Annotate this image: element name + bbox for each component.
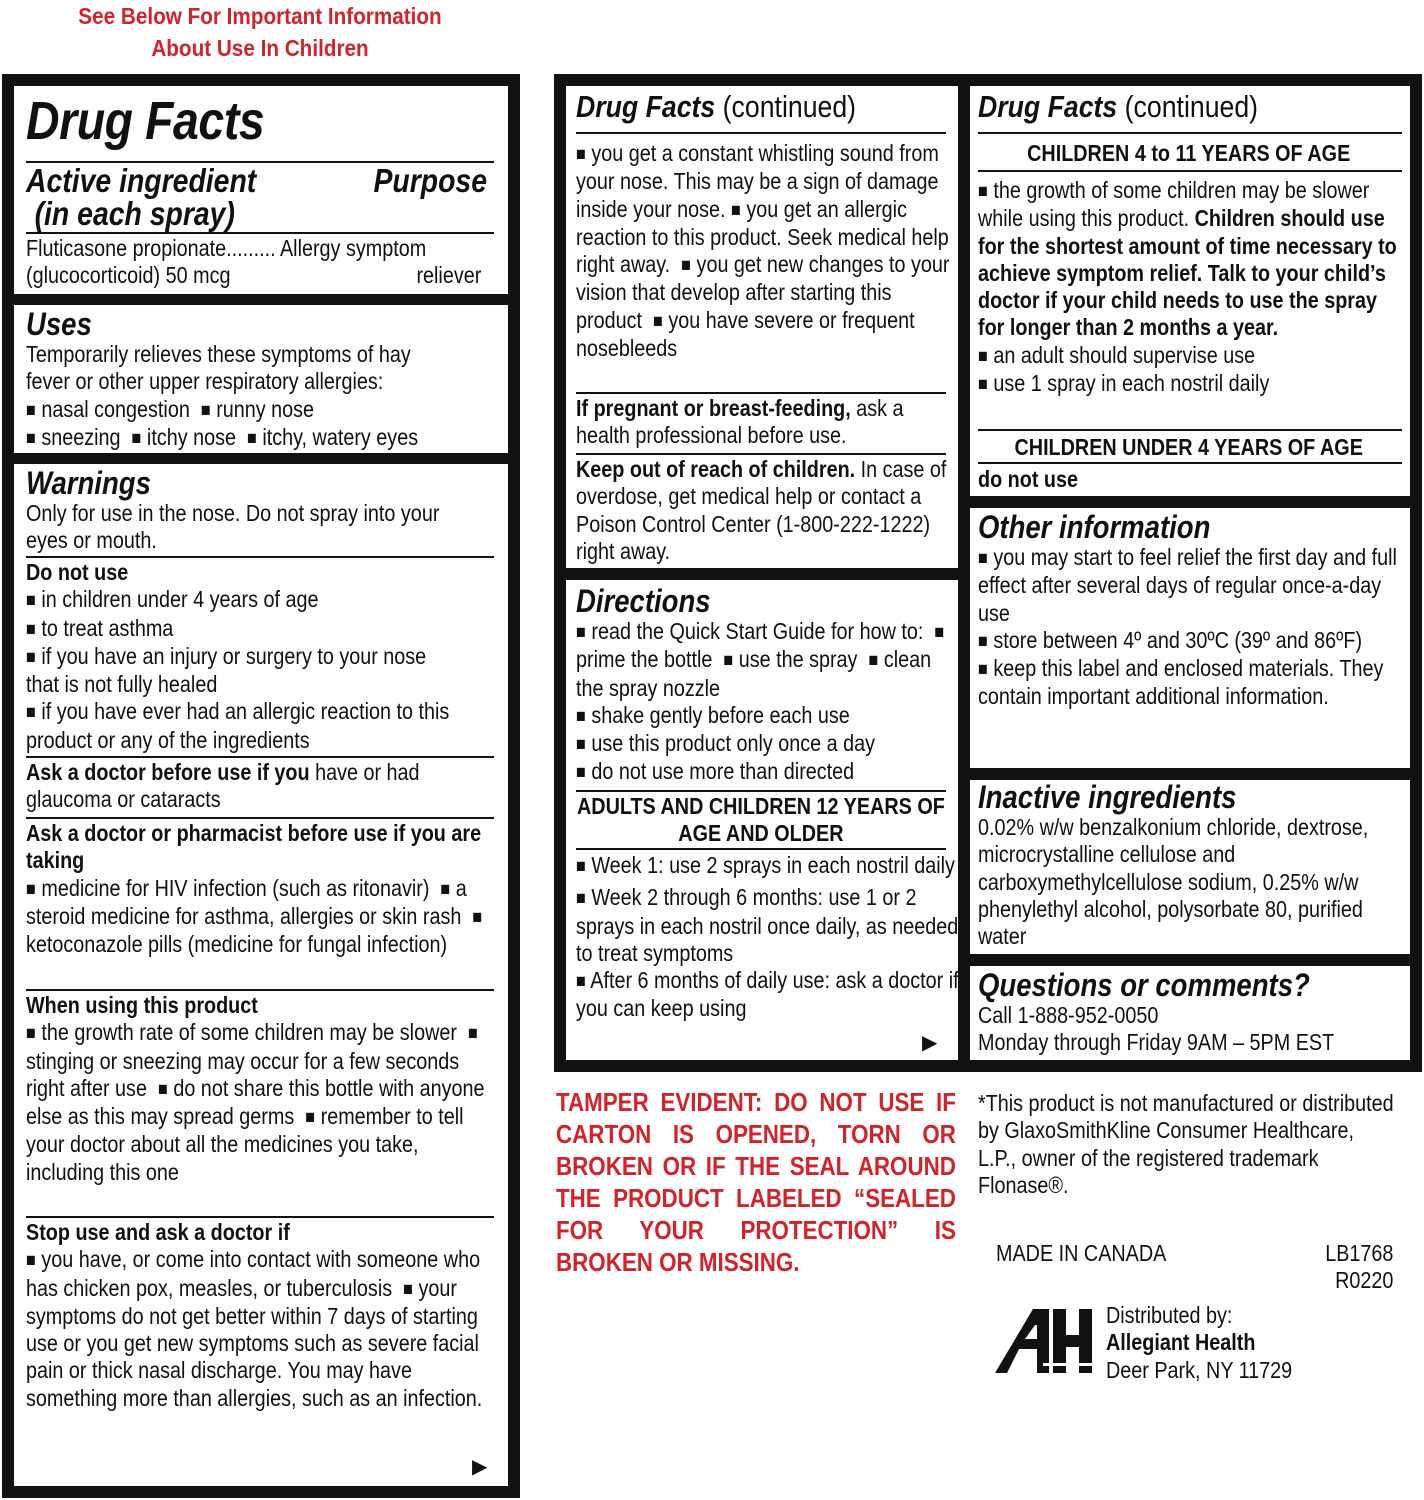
adults-header: ADULTS AND CHILDREN 12 YEARS OF AGE AND OLDER (576, 793, 945, 847)
children-header: CHILDREN 4 to 11 YEARS OF AGE (1027, 140, 1351, 166)
stop-use-item: you have, or come into contact with someone who has chicken pox, measles, or tuberculosis (26, 1246, 481, 1301)
distributor-label: Distributed by: (1106, 1302, 1233, 1328)
questions-title: Questions or comments? (978, 967, 1310, 1003)
tamper-evident-warning (556, 1086, 956, 1278)
continued-item: you get a constant whistling sound from your nose. This may be a sign of damage inside your nose. (576, 140, 939, 222)
stop-use-item: your symptoms do not get better within 7 days of starting use or you get new symptoms such as severe facial pain or thick nasal discharge. You may have something more than allergies, such as an infection. (26, 1274, 483, 1411)
disclaimer (978, 1090, 1395, 1199)
warnings-text: Only for use in the nose. Do not spray into your eyes or mouth. (26, 500, 440, 554)
do-not-use-item: in children under 4 years of age (41, 586, 319, 613)
when-using-item: the growth rate of some children may be slower (41, 1019, 457, 1046)
ingredient-line-2: (glucocorticoid) 50 mcg (26, 262, 231, 289)
continued-item: you get an allergic reaction to this product. Seek medical help right away. (576, 195, 949, 278)
adults-item: After 6 months of daily use: ask a doctor if you can keep using (576, 967, 959, 1022)
directions-item: use this product only once a day (591, 730, 876, 757)
continued-title: Drug Facts (576, 89, 716, 124)
purpose-header: Purpose (373, 162, 488, 199)
under4-header: CHILDREN UNDER 4 YEARS OF AGE (1014, 434, 1363, 460)
continued-suffix-3: (continued) (1124, 89, 1259, 124)
ingredient-purpose: reliever (416, 262, 482, 289)
allegiant-health-logo-icon (995, 1305, 1095, 1375)
questions-box (970, 966, 1410, 1060)
ask-pharmacist-item: medicine for HIV infection (such as ritonavir) (41, 874, 430, 901)
lot-code: LB1768 (1325, 1240, 1394, 1266)
when-using-item: do not share this bottle with anyone else as this may spread germs (26, 1074, 485, 1130)
top-note-line-2: About Use In Children (151, 35, 369, 61)
warnings-box: Warnings Only for use in the nose. Do not spray into your eyes or mouth. Do not use ■ in children under 4 years of age ■ to treat asthma ■ if you have an injury or surgery to your nose that is not fully healed ■ if you have ever had an allergic reaction to this product or any of the ingredients Ask a doctor before use if you have or had glaucoma or cataracts Ask a doctor or pharmacist before use if you are taking ■ medicine for HIV infection (such as ritonavir) ■ a steroid medicine for asthma, allergies or skin rash ■ ketoconazole pills (medicine for fungal infection) When using this product ■ the growth rate of some children may be slower ■ stinging or sneezing may occur for a few seconds right after use ■ do not share this bottle with anyone else as this may spread germs ■ remember to tell your doctor about all the medicines you take, including this one Stop use and ask a doctor if ■ you have, or come into contact with someone who has chicken pox, measles, or tuberculosis ■ your symptoms do not get better within 7 days of starting use or you get new symptoms such as severe facial pain or thick nasal discharge. You may have something more than allergies, such as an infection. ▶ (14, 464, 508, 1486)
other-item: store between 4º and 30ºC (39º and 86ºF) (993, 626, 1363, 653)
active-ingredient-box (14, 86, 508, 294)
ask-doctor-bold: Ask a doctor before use if you (26, 759, 310, 785)
stop-use-title: Stop use and ask a doctor if (26, 1219, 290, 1245)
uses-box: Uses Temporarily relieves these symptoms of hay fever or other upper respiratory allergies: ■ nasal congestion ■ runny nose ■ sneezing ■ itchy nose ■ itchy, watery eyes (14, 305, 508, 453)
do-not-use-item: to treat asthma (41, 614, 174, 641)
uses-item: itchy nose (146, 423, 236, 450)
adults-item: Week 1: use 2 sprays in each nostril daily (591, 852, 955, 878)
revision-code: R0220 (1335, 1267, 1394, 1294)
distributor-name: Allegiant Health (1106, 1329, 1256, 1356)
distributor-block (1106, 1302, 1364, 1384)
directions-box: Directions ■ read the Quick Start Guide for how to: ■ prime the bottle ■ use the spray ■ clean the spray nozzle ■ shake gently before each use ■ use this product only once a day ■ do not use more than directed ADULTS AND CHILDREN 12 YEARS OF AGE AND OLDER ■ Week 1: use 2 sprays in each nostril daily ■ Week 2 through 6 months: use 1 or 2 sprays in each nostril once daily, as needed to treat symptoms ■ After 6 months of daily use: ask a doctor if you can keep using ▶ (566, 580, 958, 1060)
pregnant-rest: ask a health professional before use. (576, 395, 904, 449)
children-item-plain: the growth of some children may be slower while using this product. (978, 177, 1370, 232)
continued-item: you have severe or frequent nosebleeds (576, 306, 915, 362)
uses-item: sneezing (41, 423, 121, 450)
children-item-bold: Children should use for the shortest amount of time necessary to achieve symptom relief. Talk to your child’s doctor if your child needs to use the spray for longer than 2 months a year. (978, 205, 1397, 341)
made-in-label: MADE IN CANADA (996, 1240, 1167, 1266)
warnings-title: Warnings (26, 465, 151, 501)
adults-item: Week 2 through 6 months: use 1 or 2 sprays in each nostril once daily, as needed to treat symptoms (576, 884, 959, 966)
directions-title: Directions (576, 583, 711, 619)
pregnant-bold: If pregnant or breast-feeding, (576, 395, 851, 421)
questions-phone: Call 1-888-952-0050 (978, 1002, 1159, 1028)
top-note-line-1: See Below For Important Information (78, 3, 442, 29)
tamper-evident-text: TAMPER EVIDENT: DO NOT USE IF CARTON IS OPENED, TORN OR BROKEN OR IF THE SEAL AROUND THE PRODUCT LABELED “SEALED FOR YOUR PROTECTION” IS BROKEN OR MISSING. (556, 1087, 956, 1277)
uses-title: Uses (26, 306, 92, 342)
inactive-ingredients-text: 0.02% w/w benzalkonium chloride, dextrose, microcrystalline cellulose and carboxymethylcellulose sodium, 0.25% w/w phenylethyl alcohol, polysorbate 80, purified water (978, 814, 1369, 950)
when-using-item: remember to tell your doctor about all the medicines you take, including this one (26, 1103, 464, 1185)
top-note (62, 0, 458, 64)
directions-inline-item: prime the bottle (576, 646, 713, 673)
uses-item: runny nose (216, 395, 315, 422)
keep-out-bold: Keep out of reach of children. (576, 456, 856, 482)
keep-out-rest: In case of overdose, get medical help or contact a Poison Control Center (1-800-222-1222) right away. (576, 456, 947, 564)
children-item: an adult should supervise use (993, 341, 1256, 368)
continued-item: you get new changes to your vision that develop after starting this product (576, 251, 950, 333)
ask-pharmacist-title: Ask a doctor or pharmacist before use if you are taking (26, 820, 482, 874)
ask-pharmacist-item: ketoconazole pills (medicine for fungal infection) (26, 931, 448, 958)
do-not-use-item: if you have an injury or surgery to your nose that is not fully healed (26, 642, 427, 698)
continue-arrow-icon: ▶ (472, 1456, 488, 1478)
distributor-address: Deer Park, NY 11729 (1106, 1356, 1293, 1383)
continued-suffix: (continued) (722, 89, 857, 124)
disclaimer-text: *This product is not manufactured or distributed by GlaxoSmithKline Consumer Healthcare, L.P., owner of the registered trademark Flonase®. (978, 1090, 1394, 1198)
directions-lead: read the Quick Start Guide for how to: (591, 618, 924, 644)
when-using-item: stinging or sneezing may occur for a few seconds right after use (26, 1047, 460, 1101)
other-item: you may start to feel relief the first day and full effect after several days of regular once-a-day use (978, 544, 1397, 626)
other-item: keep this label and enclosed materials. They contain important additional information. (978, 655, 1384, 710)
active-ingredient-sub: (in each spray) (34, 195, 235, 232)
active-ingredient-header: Active ingredient (26, 162, 257, 199)
directions-item: shake gently before each use (591, 701, 850, 728)
inactive-ingredients-box (970, 780, 1410, 954)
continued-title-3: Drug Facts (978, 89, 1118, 124)
uses-text: Temporarily relieves these symptoms of hay fever or other upper respiratory allergies: (26, 341, 411, 395)
questions-hours: Monday through Friday 9AM – 5PM EST (978, 1029, 1335, 1056)
ask-doctor-rest: have or had glaucoma or cataracts (26, 759, 420, 813)
children-box: Drug Facts (continued) CHILDREN 4 to 11 YEARS OF AGE ■ the growth of some children may be slower while using this product. Children should use for the shortest amount of time necessary to achieve symptom relief. Talk to your child’s doctor if your child needs to use the spray for longer than 2 months a year. ■ an adult should supervise use ■ use 1 spray in each nostril daily CHILDREN UNDER 4 YEARS OF AGE do not use (970, 86, 1410, 496)
ask-pharmacist-item: a steroid medicine for asthma, allergies or skin rash (26, 874, 467, 929)
when-using-title: When using this product (26, 992, 258, 1018)
directions-item: do not use more than directed (591, 758, 855, 785)
do-not-use-item: if you have ever had an allergic reaction to this product or any of the ingredients (26, 698, 450, 753)
under4-text: do not use (978, 466, 1079, 492)
children-item: use 1 spray in each nostril daily (993, 370, 1270, 397)
continue-arrow-icon: ▶ (922, 1032, 938, 1054)
other-information-title: Other information (978, 509, 1211, 545)
drug-facts-title: Drug Facts (26, 91, 265, 151)
inactive-ingredients-title: Inactive ingredients (978, 779, 1237, 815)
other-information-box: Other information ■ you may start to feel relief the first day and full effect after several days of regular once-a-day use ■ store between 4º and 30ºC (39º and 86ºF) ■ keep this label and enclosed materials. They contain important additional information. (970, 508, 1410, 768)
uses-item: itchy, watery eyes (262, 423, 419, 450)
uses-item: nasal congestion (41, 395, 190, 422)
ingredient-line-1: Fluticasone propionate......... Allergy symptom (26, 235, 427, 261)
do-not-use-title: Do not use (26, 559, 129, 585)
directions-inline-item: clean the spray nozzle (576, 646, 932, 701)
continued-warnings-box: Drug Facts (continued) ■ you get a constant whistling sound from your nose. This may be a sign of damage inside your nose. ■ you get an allergic reaction to this product. Seek medical help right away. ■ you get new changes to your vision that develop after starting this product ■ you have severe or frequent nosebleeds If pregnant or breast-feeding, ask a health professional before use. Keep out of reach of children. In case of overdose, get medical help or contact a Poison Control Center (1-800-222-1222) right away. (566, 86, 958, 568)
directions-inline-item: use the spray (738, 646, 858, 673)
